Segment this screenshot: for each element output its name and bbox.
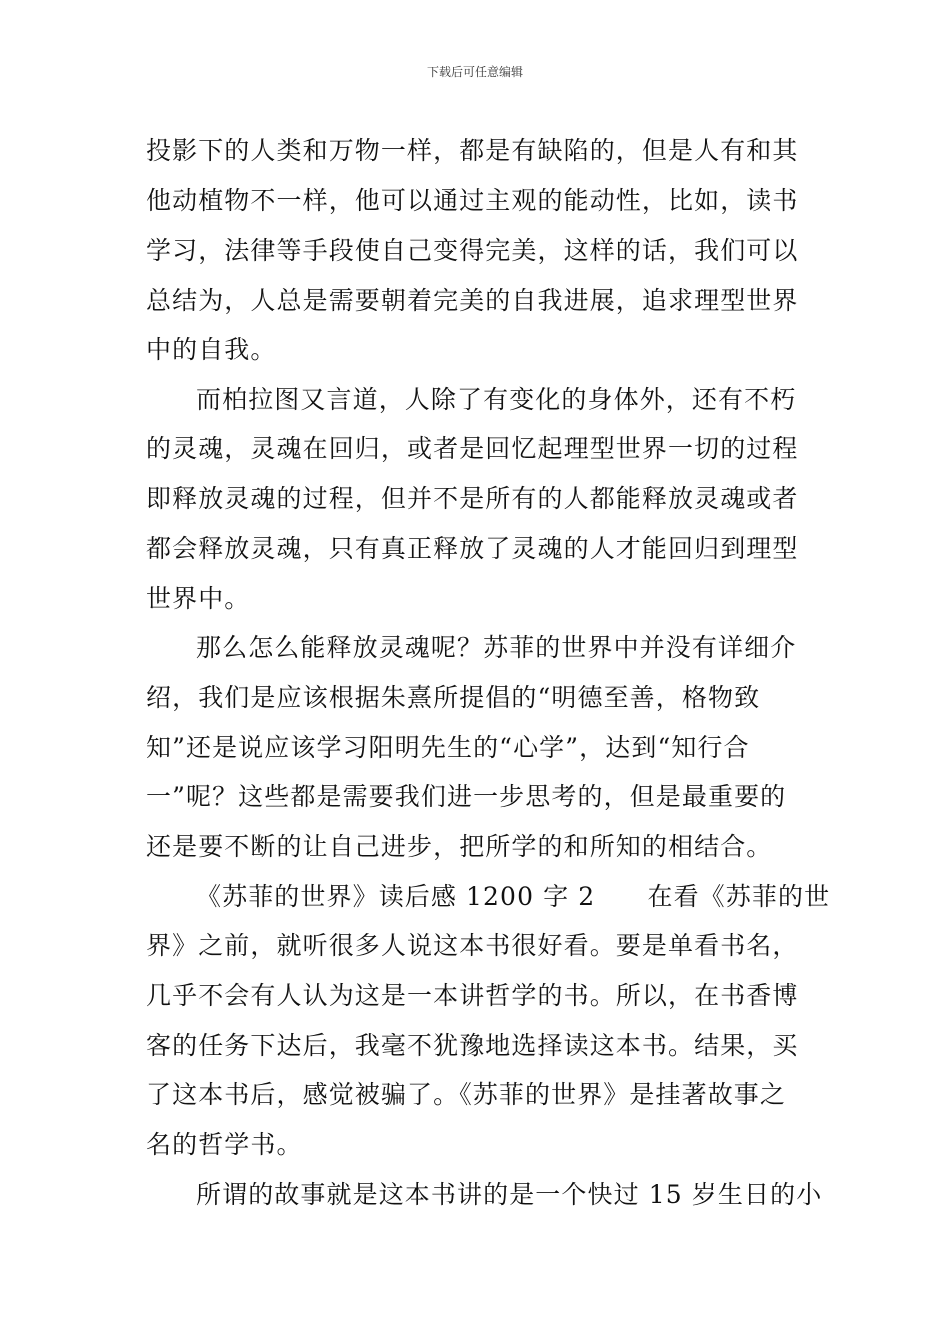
paragraph-first-line: 所谓的故事就是这本书讲的是一个快过 15 岁生日的小 bbox=[196, 1180, 823, 1209]
text-line: 投影下的人类和万物一样，都是有缺陷的，但是人有和其 bbox=[146, 136, 799, 165]
text-line: 总结为，人总是需要朝着完美的自我进展，追求理型世界 bbox=[146, 286, 799, 315]
text-line: 他动植物不一样，他可以通过主观的能动性，比如，读书 bbox=[146, 186, 799, 215]
text-line: 知”还是说应该学习阳明先生的“心学”，达到“知行合 bbox=[146, 733, 750, 762]
paragraph-first-line: 而柏拉图又言道，人除了有变化的身体外，还有不朽 bbox=[196, 385, 797, 414]
text-line: 世界中。 bbox=[146, 584, 251, 613]
text-line: 界》之前，就听很多人说这本书很好看。要是单看书名， bbox=[146, 931, 799, 960]
page-header: 下载后可任意编辑 bbox=[426, 65, 523, 79]
text-line: 名的哲学书。 bbox=[146, 1130, 303, 1159]
text-line: 的灵魂，灵魂在回归，或者是回忆起理型世界一切的过程 bbox=[146, 434, 799, 463]
text-line: 一”呢？这些都是需要我们进一步思考的，但是最重要的 bbox=[146, 782, 787, 811]
text-line: 绍，我们是应该根据朱熹所提倡的“明德至善，格物致 bbox=[146, 683, 761, 712]
text-line: 中的自我。 bbox=[146, 335, 277, 364]
text-line: 几乎不会有人认为这是一本讲哲学的书。所以，在书香博 bbox=[146, 981, 799, 1010]
text-line: 都会释放灵魂，只有真正释放了灵魂的人才能回归到理型 bbox=[146, 534, 799, 563]
text-line: 学习，法律等手段使自己变得完美，这样的话，我们可以 bbox=[146, 236, 799, 265]
paragraph-first-line: 《苏菲的世界》读后感 1200 字 2 在看《苏菲的世 bbox=[196, 882, 831, 911]
text-line: 还是要不断的让自己进步，把所学的和所知的相结合。 bbox=[146, 832, 773, 861]
text-line: 即释放灵魂的过程，但并不是所有的人都能释放灵魂或者 bbox=[146, 484, 799, 513]
text-line: 客的任务下达后，我毫不犹豫地选择读这本书。结果，买 bbox=[146, 1031, 799, 1060]
paragraph-first-line: 那么怎么能释放灵魂呢？苏菲的世界中并没有详细介 bbox=[196, 633, 797, 662]
text-line: 了这本书后，感觉被骗了。《苏菲的世界》是挂著故事之 bbox=[146, 1080, 787, 1109]
